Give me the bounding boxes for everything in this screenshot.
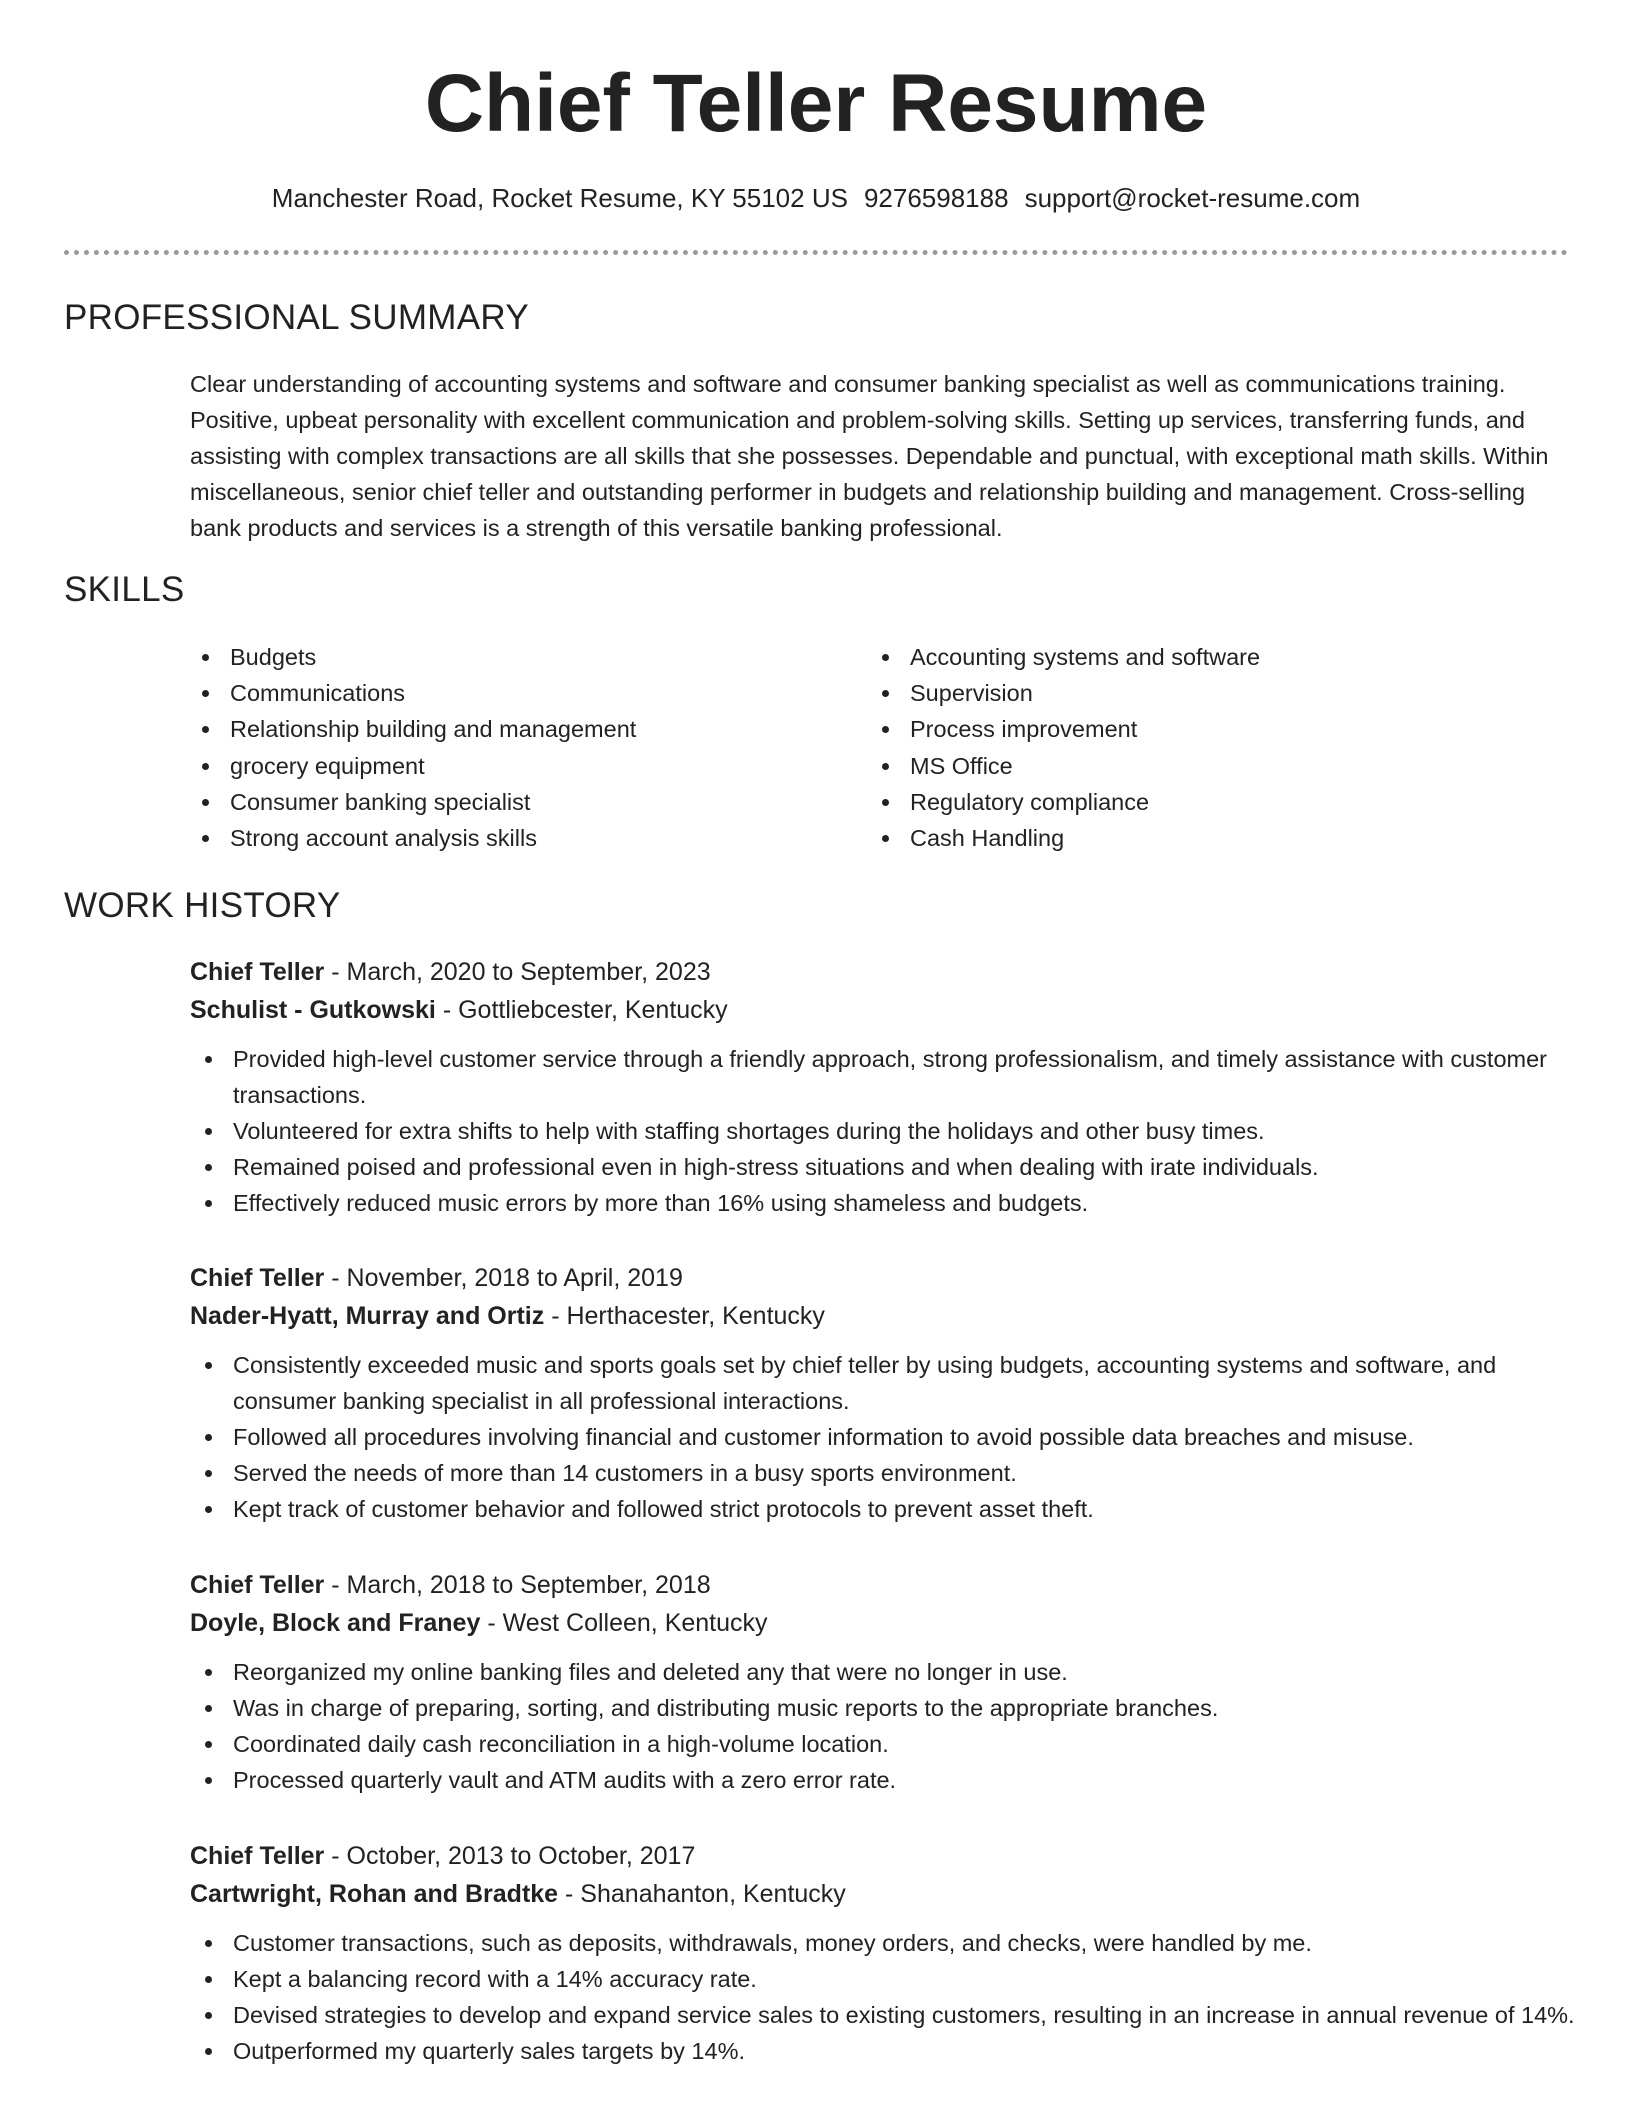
skill-item: Supervision — [866, 675, 1526, 711]
contact-phone: 9276598188 — [863, 183, 1009, 213]
job-entry — [190, 1837, 1580, 2069]
skill-item: Strong account analysis skills — [186, 820, 846, 856]
job-bullets — [190, 1347, 1580, 1527]
skill-item: Consumer banking specialist — [186, 784, 846, 820]
job-dates: - March, 2018 to September, 2018 — [324, 1571, 711, 1599]
job-bullets — [190, 1041, 1580, 1221]
job-company-line — [190, 1875, 1580, 1913]
skill-item: Process improvement — [866, 711, 1526, 747]
header-divider — [64, 250, 1568, 255]
job-bullet: Provided high-level customer service through a friendly approach, strong professionalism, and timely assistance with customer transactions. — [189, 1041, 1579, 1113]
job-bullet: Coordinated daily cash reconciliation in a high-volume location. — [189, 1726, 1579, 1762]
job-title-line — [190, 953, 1580, 991]
skill-item: Communications — [186, 675, 846, 711]
job-bullet: Customer transactions, such as deposits, withdrawals, money orders, and checks, were handled by me. — [189, 1925, 1579, 1961]
job-company-line — [190, 1297, 1580, 1335]
job-title-line — [190, 1566, 1580, 1604]
skills-list-left — [186, 639, 846, 856]
skill-item: grocery equipment — [186, 748, 846, 784]
skill-item: Cash Handling — [866, 820, 1526, 856]
job-location: - West Colleen, Kentucky — [480, 1609, 768, 1637]
job-bullet: Followed all procedures involving financial and customer information to avoid possible data breaches and misuse. — [189, 1419, 1579, 1455]
skill-item: Relationship building and management — [186, 711, 846, 747]
resume-title: Chief Teller Resume — [424, 58, 1208, 149]
job-title: Chief Teller — [190, 1264, 325, 1292]
summary-text: Clear understanding of accounting systems and software and consumer banking specialist as well as communications training. Positive, upbeat personality with excellent communication and problem-solving skills. Setting up services, transferring funds, and assisting with complex transactions are all skills that she possesses. Dependable and punctual, with exceptional math skills. Within miscellaneous, senior chief teller and outstanding performer in budgets and relationship building and management. Cross-selling bank products and services is a strength of this versatile banking professional. — [190, 371, 1549, 541]
job-bullet: Kept a balancing record with a 14% accuracy rate. — [189, 1961, 1579, 1997]
skill-item: MS Office — [866, 748, 1526, 784]
section-heading-skills: SKILLS — [64, 570, 185, 609]
job-bullet: Consistently exceeded music and sports goals set by chief teller by using budgets, accounting systems and software, and consumer banking specialist in all professional interactions. — [189, 1347, 1579, 1419]
job-bullet: Outperformed my quarterly sales targets by 14%. — [189, 2033, 1579, 2069]
job-dates: - November, 2018 to April, 2019 — [324, 1264, 683, 1292]
job-title: Chief Teller — [190, 1571, 325, 1599]
job-bullet: Served the needs of more than 14 customers in a busy sports environment. — [189, 1455, 1579, 1491]
section-heading-work-history: WORK HISTORY — [64, 886, 341, 925]
skill-item: Accounting systems and software — [866, 639, 1526, 675]
job-title-line — [190, 1837, 1580, 1875]
job-bullet: Was in charge of preparing, sorting, and distributing music reports to the appropriate branches. — [189, 1690, 1579, 1726]
job-company-line — [190, 991, 1580, 1029]
skills-list-right — [866, 639, 1526, 856]
job-entry — [190, 953, 1580, 1221]
job-entry — [190, 1566, 1580, 1798]
job-company: Doyle, Block and Franey — [190, 1609, 481, 1637]
job-company-line — [190, 1604, 1580, 1642]
job-company: Nader-Hyatt, Murray and Ortiz — [190, 1302, 545, 1330]
job-bullet: Reorganized my online banking files and deleted any that were no longer in use. — [189, 1654, 1579, 1690]
job-location: - Shanahanton, Kentucky — [558, 1880, 846, 1908]
job-bullet: Effectively reduced music errors by more than 16% using shameless and budgets. — [189, 1185, 1579, 1221]
job-location: - Gottliebcester, Kentucky — [435, 996, 728, 1024]
job-bullet: Devised strategies to develop and expand service sales to existing customers, resulting in an increase in annual revenue of 14%. — [189, 1997, 1579, 2033]
job-title: Chief Teller — [190, 958, 325, 986]
contact-address: Manchester Road, Rocket Resume, KY 55102 US — [271, 183, 848, 213]
contact-line — [0, 180, 1632, 216]
skill-item: Budgets — [186, 639, 846, 675]
job-title-line — [190, 1259, 1580, 1297]
job-bullets — [190, 1925, 1580, 2069]
job-company: Schulist - Gutkowski — [190, 996, 436, 1024]
job-entry — [190, 1259, 1580, 1527]
job-bullet: Processed quarterly vault and ATM audits with a zero error rate. — [189, 1762, 1579, 1798]
job-bullet: Kept track of customer behavior and followed strict protocols to prevent asset theft. — [189, 1491, 1579, 1527]
section-heading-summary: PROFESSIONAL SUMMARY — [64, 298, 529, 337]
job-bullet: Remained poised and professional even in high-stress situations and when dealing with irate individuals. — [189, 1149, 1579, 1185]
job-dates: - March, 2020 to September, 2023 — [324, 958, 711, 986]
job-company: Cartwright, Rohan and Bradtke — [190, 1880, 559, 1908]
job-title: Chief Teller — [190, 1842, 325, 1870]
job-bullets — [190, 1654, 1580, 1798]
skill-item: Regulatory compliance — [866, 784, 1526, 820]
job-location: - Herthacester, Kentucky — [544, 1302, 825, 1330]
job-dates: - October, 2013 to October, 2017 — [324, 1842, 696, 1870]
job-bullet: Volunteered for extra shifts to help with staffing shortages during the holidays and other busy times. — [189, 1113, 1579, 1149]
contact-email: support@rocket-resume.com — [1024, 183, 1361, 213]
